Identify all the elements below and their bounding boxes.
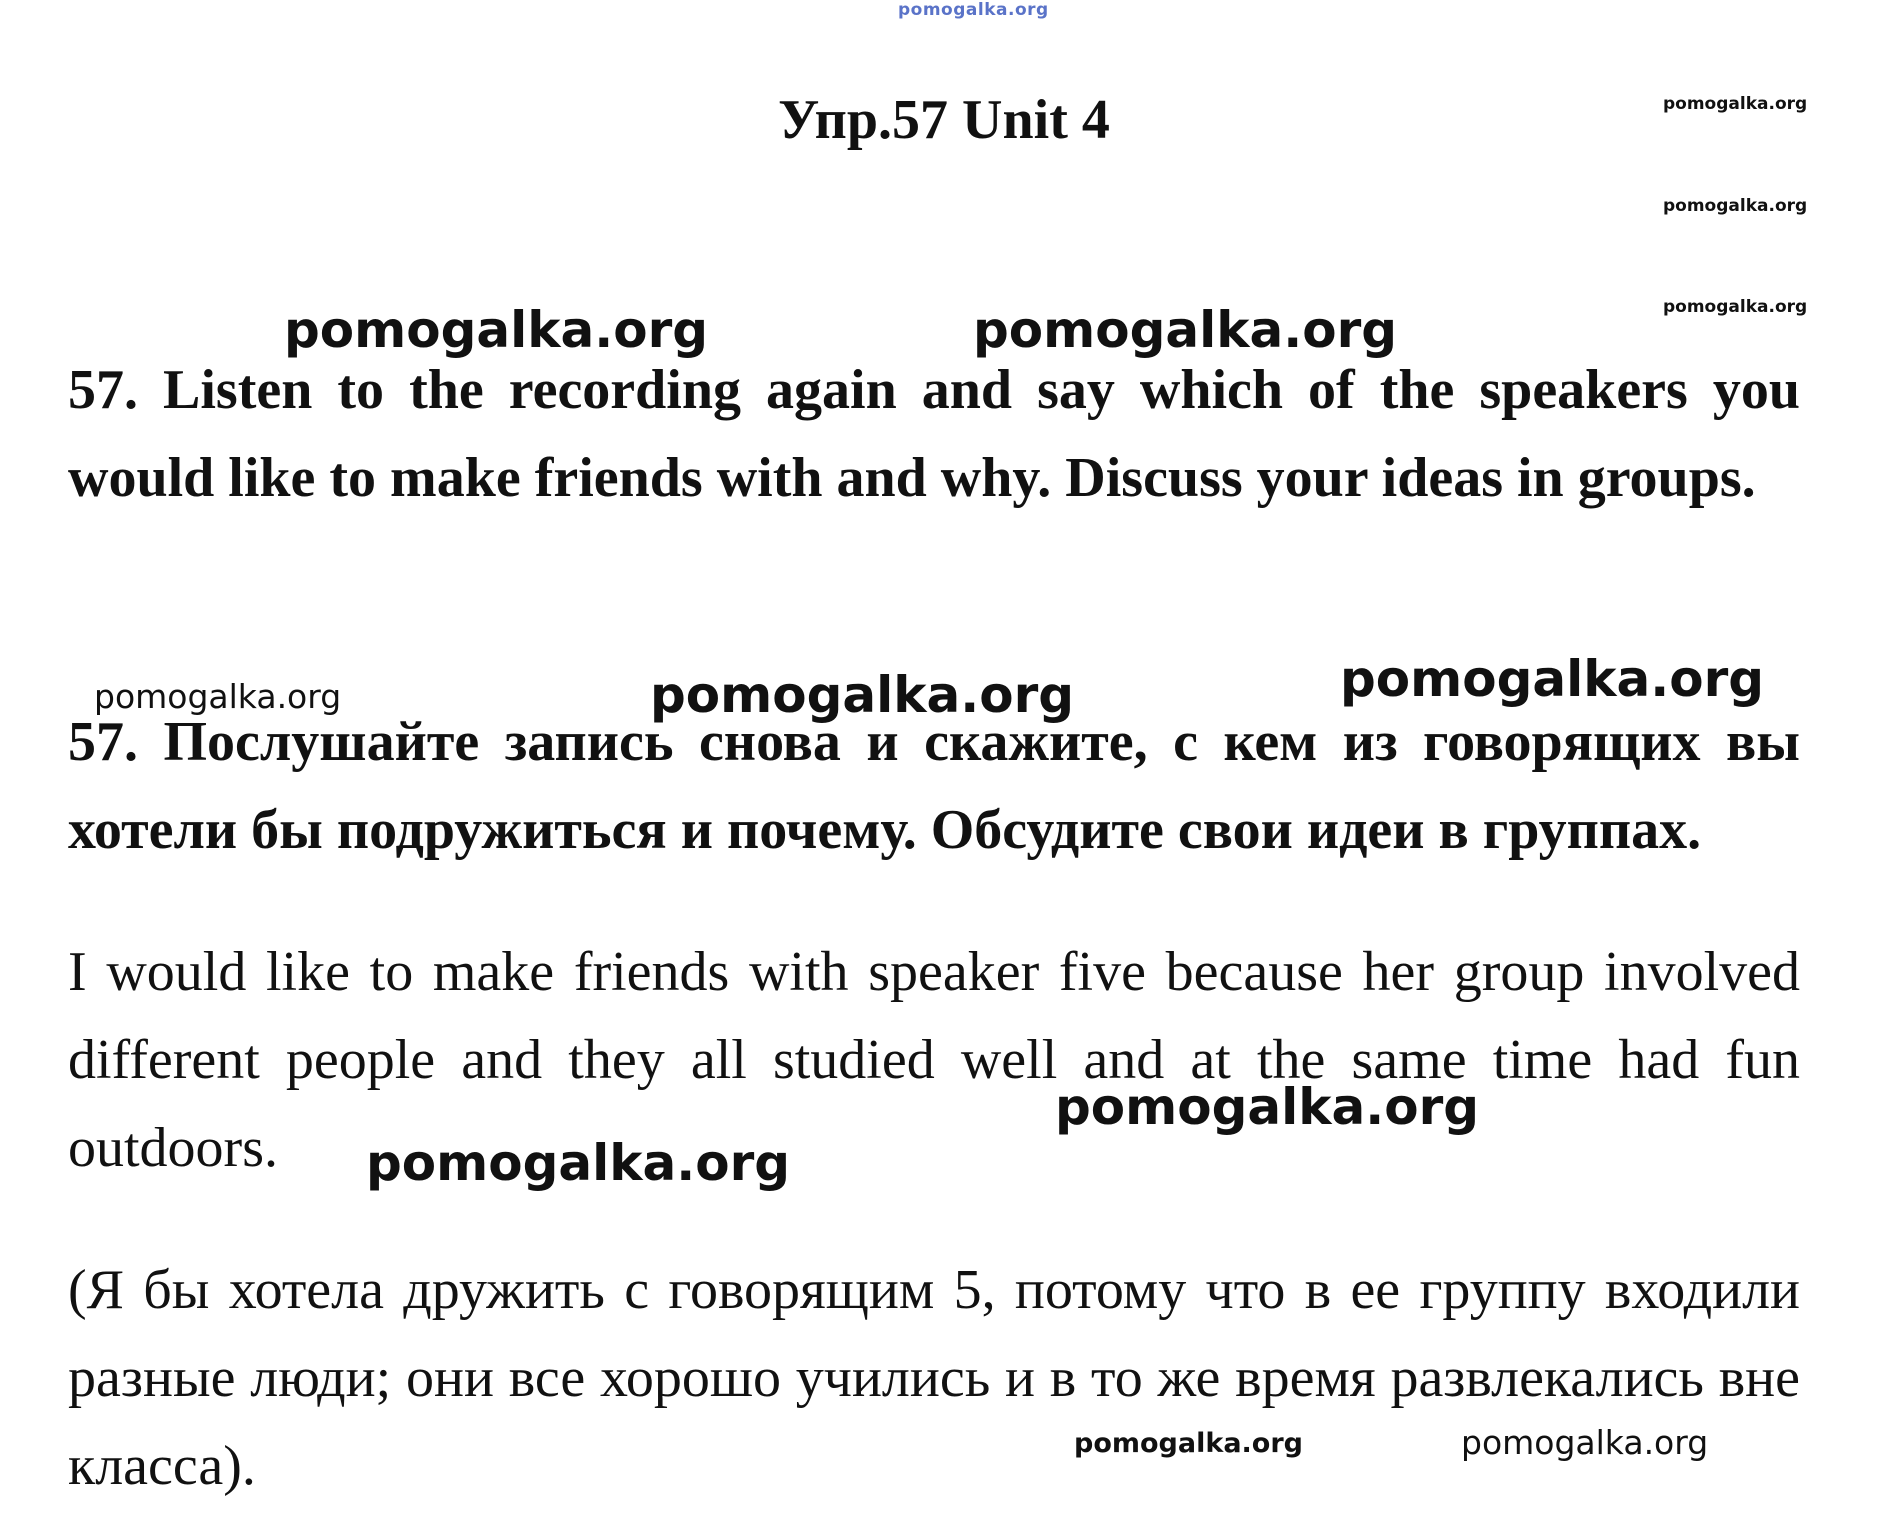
watermark-row1-center: pomogalka.org: [973, 301, 1398, 359]
watermark-row2-left: pomogalka.org: [94, 677, 342, 716]
answer-english: I would like to make friends with speaker five because her group involved different people and they all studied well and at the same time had fun outdoors.: [68, 941, 1800, 1179]
watermark-row3-left: pomogalka.org: [366, 1134, 791, 1192]
watermark-bottom-center: pomogalka.org: [1074, 1428, 1303, 1459]
answer-russian: (Я бы хотела дружить с говорящим 5, потому что в ее группу входили разные люди; они все хорошо учились и в то же время развлекались вне класса).: [68, 1259, 1800, 1497]
watermark-right-1: pomogalka.org: [1663, 94, 1808, 114]
watermark-row2-right: pomogalka.org: [1340, 650, 1765, 708]
watermark-bottom-right: pomogalka.org: [1461, 1423, 1709, 1462]
watermark-top: pomogalka.org: [898, 0, 1049, 20]
watermark-row1-left: pomogalka.org: [284, 301, 709, 359]
task-english: 57. Listen to the recording again and say which of the speakers you would like to make friends with and why. Discuss your ideas in groups.: [68, 359, 1800, 509]
watermark-right-3: pomogalka.org: [1663, 297, 1808, 317]
watermark-row3-right: pomogalka.org: [1055, 1078, 1480, 1136]
watermark-right-2: pomogalka.org: [1663, 196, 1808, 216]
page-title: Упр.57 Unit 4: [778, 89, 1110, 151]
watermark-row2-center: pomogalka.org: [650, 666, 1075, 724]
task-russian: 57. Послушайте запись снова и скажите, с кем из говорящих вы хотели бы подружиться и почему. Обсудите свои идеи в группах.: [68, 711, 1800, 861]
